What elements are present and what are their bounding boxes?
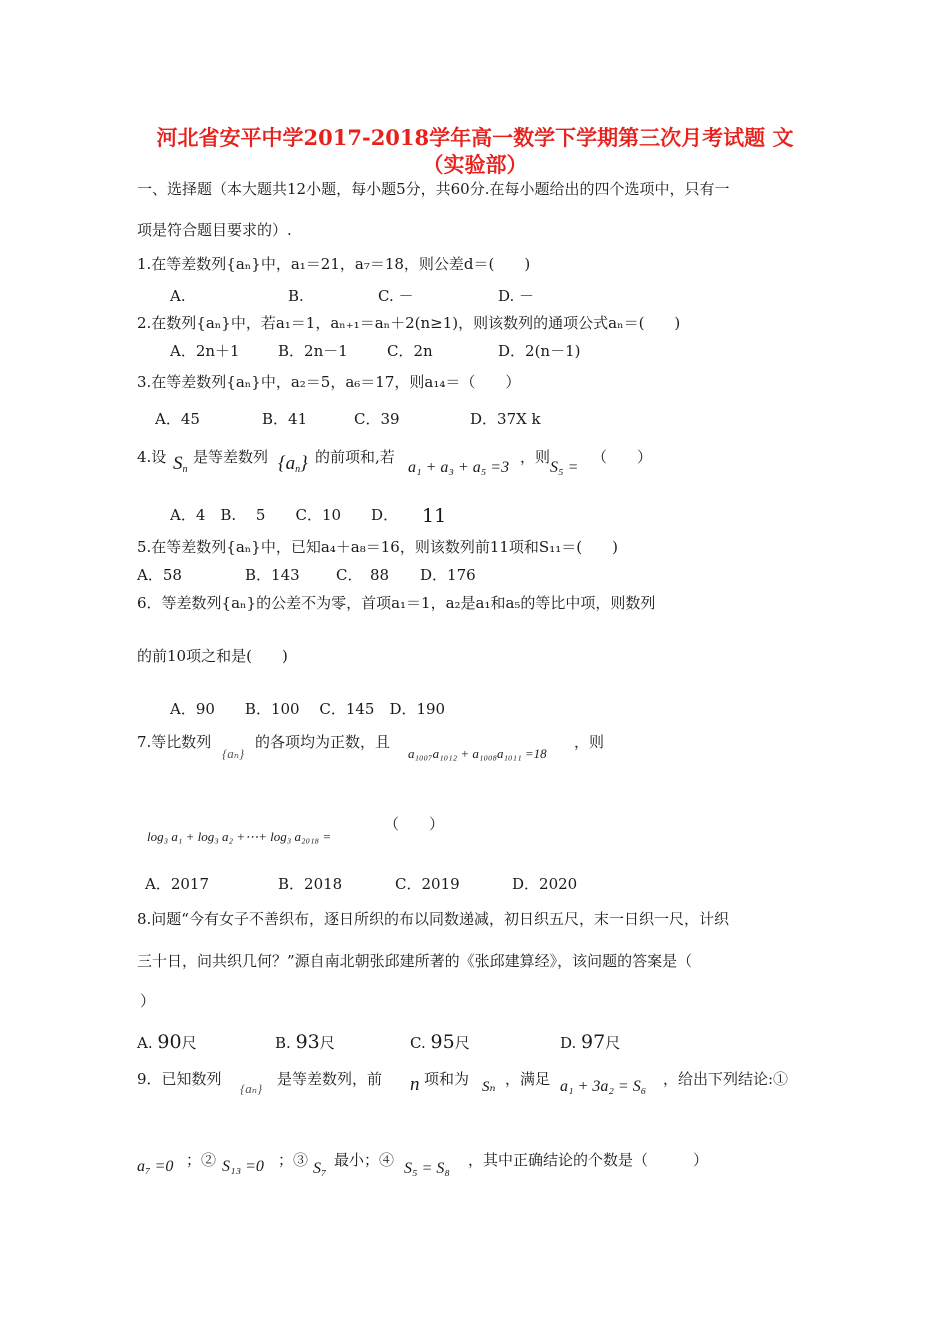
question-7-condition: a₁₀₀₇a₁₀₁₂ + a₁₀₀₈a₁₀₁₁ =18: [408, 746, 547, 761]
question-4-s5: S₅ =: [550, 459, 579, 476]
question-4-sequence: $\{a_n\}$: [278, 453, 308, 475]
question-1-option-c: C. －: [378, 287, 414, 305]
question-6-options: A．90 B．100 C．145 D．190: [170, 700, 446, 718]
question-4-prefix: 4.设: [137, 448, 167, 466]
question-5-option-c: C． 88: [336, 566, 390, 584]
question-8-option-b: B. 93尺: [275, 1031, 335, 1053]
question-8-option-c: C. 95尺: [410, 1031, 470, 1053]
question-3-option-b: B．41: [262, 410, 308, 428]
question-4-mid: 是等差数列: [193, 448, 269, 466]
question-4-option-d-value: 11: [422, 505, 447, 527]
document-subtitle: （实验部）: [422, 152, 528, 177]
question-4-paren: （ ）: [592, 448, 653, 466]
question-6-stem: 6．等差数列{aₙ}的公差不为零，首项a₁＝1，a₂是a₁和a₅的等比中项，则数列: [137, 594, 656, 612]
question-7-log-expression: log₃ a₁ + log₃ a₂ +⋯+ log₃ a₂₀₁₈ =: [147, 829, 332, 844]
question-3-stem: 3.在等差数列{aₙ}中，a₂＝5，a₆＝17，则a₁₄＝（ ）: [137, 373, 521, 391]
question-2-option-c: C．2n: [387, 342, 433, 360]
document-title: 河北省安平中学2017-2018学年高一数学下学期第三次月考试题 文: [156, 125, 794, 150]
question-6-stem-cont: 的前10项之和是( ): [137, 647, 288, 665]
question-9-sn: Sₙ: [482, 1079, 496, 1095]
question-8-option-a: A. 90尺: [137, 1031, 197, 1053]
question-9-conclusion-4: S₅ = S₈: [404, 1160, 450, 1177]
question-9-end: ，其中正确结论的个数是（ ）: [468, 1151, 709, 1169]
question-8-stem: 8.问题“今有女子不善织布，逐日所织的布以同数递减，初日织五尺，末一日织一尺，计织: [137, 910, 729, 928]
question-1-option-a: A.: [170, 287, 186, 305]
question-7-option-c: C．2019: [395, 875, 460, 893]
question-2-option-a: A．2n＋1: [170, 342, 240, 360]
question-7-prefix: 7.等比数列: [137, 733, 212, 751]
question-2-option-d: D．2(n－1): [498, 342, 581, 360]
question-7-option-d: D．2020: [512, 875, 578, 893]
question-5-option-b: B．143: [245, 566, 300, 584]
question-3-option-c: C．39: [354, 410, 400, 428]
question-9-sep-1: ；②: [186, 1151, 217, 1169]
question-3-option-d: D．37X k: [470, 410, 541, 428]
question-9-sequence: {aₙ}: [240, 1081, 263, 1096]
question-4-options: A．4 B. 5 C．10 D．: [170, 506, 399, 524]
question-9-condition: a₁ + 3a₂ = S₆: [560, 1078, 647, 1095]
question-9-tail: ，给出下列结论:①: [663, 1070, 789, 1088]
question-7-then: ，则: [574, 733, 605, 751]
question-4-condition: a₁ + a₃ + a₅ =3: [408, 459, 510, 476]
question-9-n: n: [410, 1074, 420, 1095]
question-2-stem: 2.在数列{aₙ}中，若a₁＝1，aₙ₊₁＝aₙ＋2(n≥1)，则该数列的通项公式aₙ＝( ): [137, 314, 681, 332]
question-9-mid3: ，满足: [505, 1070, 551, 1088]
question-3-option-a: A．45: [155, 410, 200, 428]
question-1-stem: 1.在等差数列{aₙ}中，a₁＝21，a₇＝18，则公差d＝( ): [137, 255, 531, 273]
question-4-mid2: 的前项和,若: [315, 448, 395, 466]
question-1-option-d: D. －: [498, 287, 535, 305]
question-5-stem: 5.在等差数列{aₙ}中，已知a₄＋a₈＝16，则该数列前11项和S₁₁＝( ): [137, 538, 618, 556]
question-8-option-d: D. 97尺: [560, 1031, 621, 1053]
question-9-mid: 是等差数列，前: [277, 1070, 383, 1088]
question-9-conclusion-3: S₇: [313, 1160, 327, 1177]
question-9-conclusion-3-text: 最小；④: [334, 1151, 395, 1169]
question-9-conclusion-2: S₁₃ =0: [222, 1158, 264, 1175]
question-7-option-b: B．2018: [278, 875, 343, 893]
question-9-sep-2: ；③: [278, 1151, 309, 1169]
question-2-option-b: B．2n－1: [278, 342, 348, 360]
question-4-sn: $S_n$: [173, 453, 188, 475]
question-8-stem-end: ）: [140, 992, 156, 1010]
question-1-option-b: B.: [288, 287, 304, 305]
question-5-option-d: D．176: [420, 566, 476, 584]
question-5-option-a: A．58: [137, 566, 182, 584]
section-instructions: 一、选择题（本大题共12小题，每小题5分，共60分.在每小题给出的四个选项中，只有一: [137, 180, 730, 198]
question-7-option-a: A．2017: [145, 875, 210, 893]
question-7-sequence: {aₙ}: [222, 746, 245, 761]
question-7-paren: （ ）: [384, 815, 445, 833]
question-9-mid2: 项和为: [424, 1070, 470, 1088]
question-9-prefix: 9．已知数列: [137, 1070, 222, 1088]
question-9-conclusion-1: a₇ =0: [137, 1158, 174, 1175]
section-instructions-cont: 项是符合题目要求的）.: [137, 221, 292, 239]
question-8-stem-cont: 三十日，问共织几何？”源自南北朝张邱建所著的《张邱建算经》，该问题的答案是（: [137, 952, 693, 970]
question-7-mid: 的各项均为正数，且: [255, 733, 391, 751]
question-4-then: ，则: [520, 448, 551, 466]
